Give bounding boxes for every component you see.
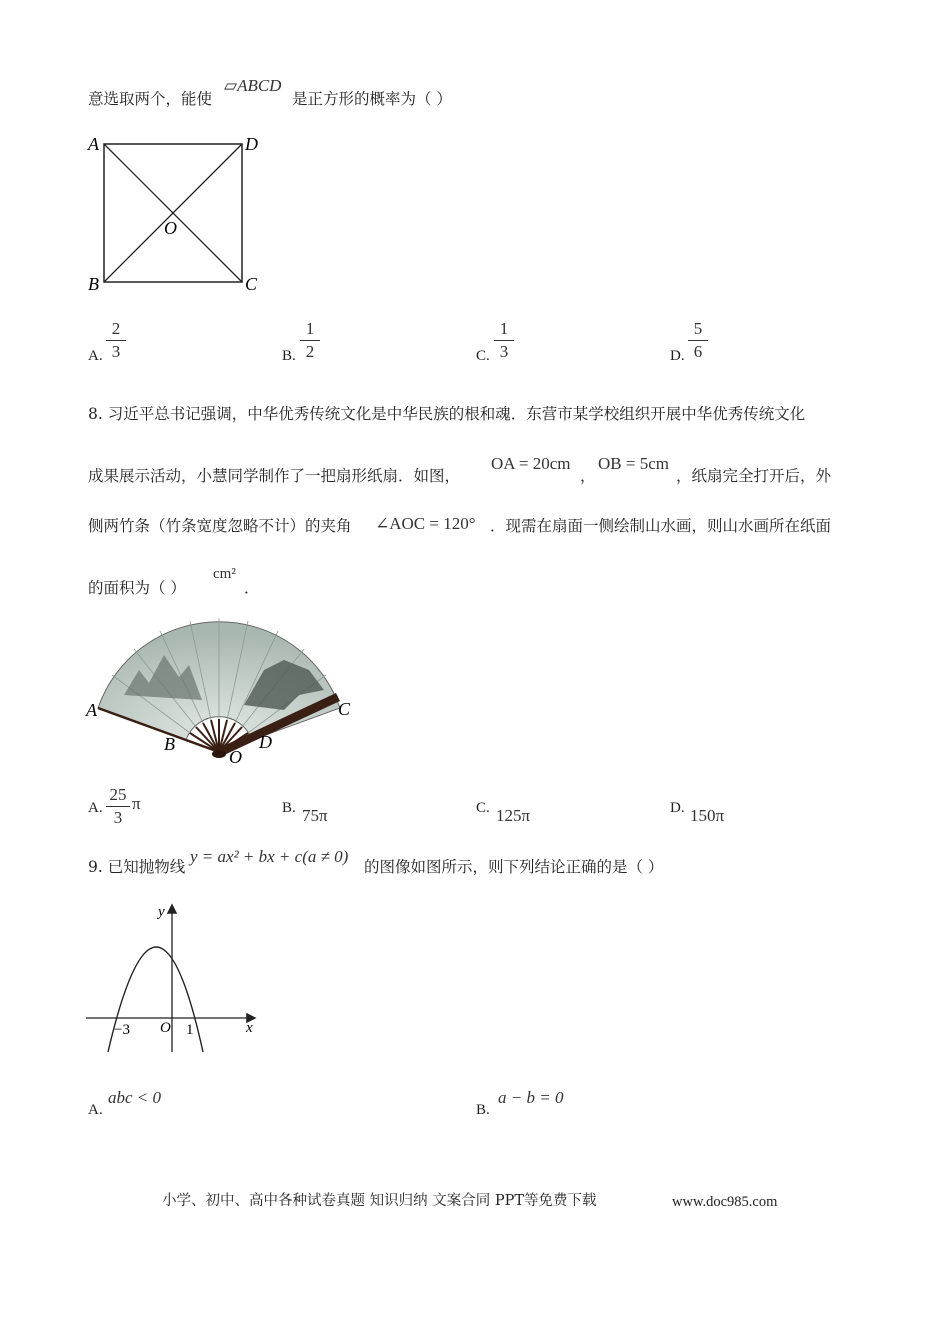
footer-text: 小学、初中、高中各种试卷真题 知识归纳 文案合同 PPT等免费下载: [162, 1193, 597, 1209]
q7-option-a-den: 3: [111, 342, 121, 361]
fan-label-b: B: [164, 734, 175, 754]
graph-label-one: 1: [186, 1022, 194, 1038]
q9-option-b-letter: B.: [476, 1102, 490, 1118]
q7-option-d-letter: D.: [670, 348, 685, 364]
label-b: B: [88, 274, 99, 294]
q8-line2-suffix: ，纸扇完全打开后，外: [676, 467, 832, 485]
q7-line-suffix: 是正方形的概率为（ ）: [292, 90, 452, 108]
q7-option-a-num: 2: [111, 319, 121, 338]
q8-option-a-fraction: [106, 786, 130, 827]
q7-option-c-fraction: [494, 320, 514, 361]
q8-option-d-value: 150π: [690, 806, 725, 825]
q9-parabola-expr: y = ax² + bx + c(a ≠ 0): [190, 847, 349, 866]
fan-label-o: O: [229, 747, 242, 767]
q8-option-a-letter: A.: [88, 800, 103, 816]
q8-option-a-pi: π: [132, 794, 141, 813]
fan-label-d: D: [259, 732, 272, 752]
q8-line2-prefix: 成果展示活动，小慧同学制作了一把扇形纸扇．如图，: [88, 467, 461, 485]
q7-option-b-den: 2: [305, 342, 315, 361]
q9-suffix: 的图像如图所示，则下列结论正确的是（ ）: [364, 858, 664, 876]
q7-option-a-fraction: [106, 320, 126, 361]
q7-option-c-letter: C.: [476, 348, 490, 364]
q8-option-a-den: 3: [113, 808, 123, 827]
q8-option-a-num: 25: [109, 785, 127, 804]
q8-comma: ，: [580, 467, 596, 485]
fan-label-c: C: [338, 699, 351, 719]
q8-line1: 8. 习近平总书记强调，中华优秀传统文化是中华民族的根和魂．东营市某学校组织开展中华优秀传统文化: [88, 405, 806, 423]
q7-option-d-den: 6: [693, 342, 703, 361]
q8-line4-suffix: ．: [244, 579, 260, 597]
q9-prefix: 9. 已知抛物线: [88, 858, 186, 876]
q9-option-a-value: abc < 0: [108, 1088, 162, 1107]
q7-option-a-letter: A.: [88, 348, 103, 364]
q8-option-b-value: 75π: [302, 806, 328, 825]
label-c: C: [245, 274, 258, 294]
graph-label-x: x: [246, 1020, 253, 1036]
q7-parallelogram-expr: ▱ABCD: [224, 76, 282, 95]
q7-square-figure: [80, 130, 270, 300]
q8-option-c-letter: C.: [476, 800, 490, 816]
q9-parabola-graph: [84, 900, 274, 1060]
q7-option-c-den: 3: [499, 342, 509, 361]
graph-label-neg3: −3: [114, 1022, 130, 1038]
q8-line3-suffix: ．现需在扇面一侧绘制山水画，则山水画所在纸面: [490, 517, 832, 535]
label-d: D: [245, 134, 258, 154]
q8-option-c-value: 125π: [496, 806, 531, 825]
label-o: O: [164, 218, 177, 238]
q8-angle-expr: ∠AOC = 120°: [375, 514, 476, 533]
q8-fan-figure: [84, 615, 364, 775]
q8-line3-prefix: 侧两竹条（竹条宽度忽略不计）的夹角: [88, 517, 352, 535]
q8-ob-expr: OB = 5cm: [598, 454, 669, 473]
q9-option-a-letter: A.: [88, 1102, 103, 1118]
fan-label-a: A: [86, 700, 97, 720]
fan-pivot: [212, 750, 226, 758]
q7-option-b-letter: B.: [282, 348, 296, 364]
q8-option-b-letter: B.: [282, 800, 296, 816]
q7-option-d-fraction: [688, 320, 708, 361]
footer-url[interactable]: www.doc985.com: [672, 1194, 778, 1210]
q7-option-b-num: 1: [305, 319, 315, 338]
q7-option-c-num: 1: [499, 319, 509, 338]
q8-option-d-letter: D.: [670, 800, 685, 816]
q7-line-prefix: 意选取两个，能使: [88, 90, 213, 108]
graph-label-origin: O: [160, 1020, 171, 1036]
q8-line4-prefix: 的面积为（ ）: [88, 579, 186, 597]
q8-unit: cm²: [213, 566, 236, 582]
q9-option-b-value: a − b = 0: [498, 1088, 564, 1107]
q7-option-d-num: 5: [693, 319, 703, 338]
label-a: A: [88, 134, 99, 154]
q7-option-b-fraction: [300, 320, 320, 361]
q8-oa-expr: OA = 20cm: [491, 454, 571, 473]
graph-label-y: y: [158, 904, 165, 920]
